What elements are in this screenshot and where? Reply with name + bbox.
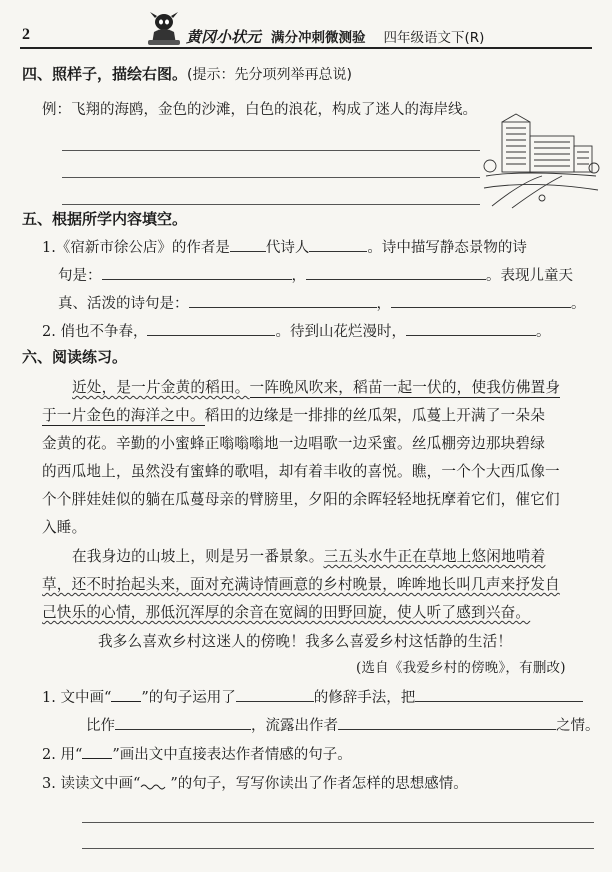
blank-static-verse-2[interactable]: [306, 265, 486, 280]
grade-subject: 四年级语文下(R): [383, 30, 485, 46]
blank-static-verse-1[interactable]: [102, 265, 292, 280]
passage-p1-line4: 的西瓜地上，虽然没有蜜蜂的歌唱，却有着丰收的喜悦。瞧，一个个大西瓜像一: [42, 463, 560, 480]
passage-p1-line2: [42, 404, 545, 425]
question-1-line2: [86, 714, 600, 735]
q1-line3-prefix: 真、活泼的诗句是：: [58, 296, 189, 312]
passage-p1-line3: 金黄的花。辛勤的小蜜蜂正嗡嗡嗡地一边唱歌一边采蜜。丝瓜棚旁边那块碧绿: [42, 435, 545, 452]
blank-lively-verse-1[interactable]: [189, 293, 377, 308]
q2-text: 2. 用“: [42, 747, 83, 763]
blank-lively-verse-2[interactable]: [391, 293, 571, 308]
section5-q1-line2: [58, 264, 573, 285]
passage-text: 稻田的边缘是一排排的丝瓜架，瓜蔓上开满了一朵朵: [204, 407, 545, 424]
underlined-sentence: 一阵晚风吹来，稻苗一起一伏的，使我仿佛置身: [249, 379, 561, 396]
period: 。: [535, 324, 551, 340]
section4-heading: [22, 63, 352, 84]
question-2: [42, 743, 352, 764]
blank-rhetoric[interactable]: [236, 687, 314, 702]
comma: ，: [376, 296, 391, 312]
question-3: [42, 772, 468, 793]
q1-text: ”的句子运用了: [141, 690, 236, 706]
section5-q1-line3: [58, 292, 586, 313]
q2-middle: 。待到山花烂漫时，: [275, 324, 406, 340]
answer-line-q3-2[interactable]: [82, 848, 594, 849]
question-1-line1: [42, 686, 583, 707]
wavy-underline-mark: [140, 778, 170, 790]
series-title: 满分冲刺微测验: [271, 30, 366, 46]
page-number: 2: [22, 26, 30, 43]
q1-text: 1. 文中画“: [42, 690, 112, 706]
answer-line-1[interactable]: [62, 150, 480, 151]
blank-poet[interactable]: [309, 237, 367, 252]
underlined-sentence: 于一片金色的海洋之中。: [42, 407, 205, 424]
section5-q1-line1: [42, 236, 527, 257]
wavy-sentence: 草，还不时抬起头来，面对充满诗情画意的乡村晚景，哞哞地长叫几声来抒发自: [42, 576, 560, 593]
building-landscape-illustration: [482, 110, 600, 210]
answer-line-q3-1[interactable]: [82, 822, 594, 823]
blank-feeling[interactable]: [338, 715, 556, 730]
q1-text: 的修辞手法，把: [313, 690, 416, 706]
section6-title: 六、阅读练习。: [22, 348, 128, 366]
period: 。: [571, 296, 586, 312]
blank-compared-to[interactable]: [115, 715, 251, 730]
straight-underline-mark: [111, 689, 141, 702]
section5-title: 五、根据所学内容填空。: [22, 210, 188, 228]
blank-plum-verse-2[interactable]: [406, 321, 536, 336]
section4-example: 例：飞翔的海鸥，金色的沙滩，白色的浪花，构成了迷人的海岸线。: [42, 102, 477, 118]
q1-text: 之情。: [556, 718, 600, 734]
q3-text: ”的句子，写写你读出了作者怎样的思想感情。: [170, 776, 468, 792]
answer-line-2[interactable]: [62, 177, 480, 178]
blank-dynasty[interactable]: [230, 237, 266, 252]
header-divider: [20, 47, 592, 49]
straight-underline-mark: [82, 746, 112, 759]
q1-poet-label: 代诗人: [265, 240, 310, 256]
blank-compared-object[interactable]: [415, 687, 583, 702]
passage-p1-line5: 个个胖娃娃似的躺在瓜蔓母亲的臂膀里，夕阳的余晖轻轻地抚摩着它们，催它们: [42, 491, 560, 508]
passage-p2-line2: [42, 573, 560, 594]
q3-text: 3. 读读文中画“: [42, 776, 141, 792]
q2-text: ”画出文中直接表达作者情感的句子。: [112, 747, 352, 763]
passage-source: (选自《我爱乡村的傍晚》，有删改): [356, 660, 566, 676]
blank-plum-verse-1[interactable]: [147, 321, 275, 336]
passage-p3: 我多么喜欢乡村这迷人的傍晚！我多么喜爱乡村这恬静的生活！: [98, 633, 513, 650]
answer-line-3[interactable]: [62, 204, 480, 205]
passage-p2-line3: [42, 601, 530, 622]
section4-title: 四、照样子，描绘右图。: [22, 65, 188, 83]
section4-hint: (提示：先分项列举再总说): [187, 67, 352, 83]
brand-logo-text: 黄冈小状元: [186, 28, 262, 46]
wavy-sentence: 近处，是一片金黄的稻田。: [72, 379, 250, 396]
q1-text: ，流露出作者: [251, 718, 338, 734]
q1-line2-suffix: 。表现儿童天: [486, 268, 573, 284]
wavy-sentence: 己快乐的心情，那低沉浑厚的余音在宽阔的田野回旋，使人听了感到兴奋。: [42, 604, 531, 621]
comma: ，: [291, 268, 306, 284]
header-bar: [186, 26, 484, 47]
q1-text: 比作: [86, 718, 115, 734]
wavy-sentence: 三五头水牛正在草地上悠闲地啃着: [323, 548, 546, 565]
mascot-logo-icon: [146, 10, 182, 48]
passage-p1-line1: [72, 376, 560, 397]
section5-q2: [42, 320, 550, 341]
passage-p2-line1: [72, 545, 545, 566]
q1-poem-title-text: 1.《宿新市徐公店》的作者是: [42, 240, 230, 256]
passage-p1-line6: 入睡。: [42, 519, 87, 536]
q1-static-label: 。诗中描写静态景物的诗: [367, 240, 527, 256]
q2-prefix: 2. 俏也不争春，: [42, 324, 148, 340]
passage-text: 在我身边的山坡上，则是另一番景象。: [72, 548, 324, 565]
q1-line2-prefix: 句是：: [58, 268, 102, 284]
